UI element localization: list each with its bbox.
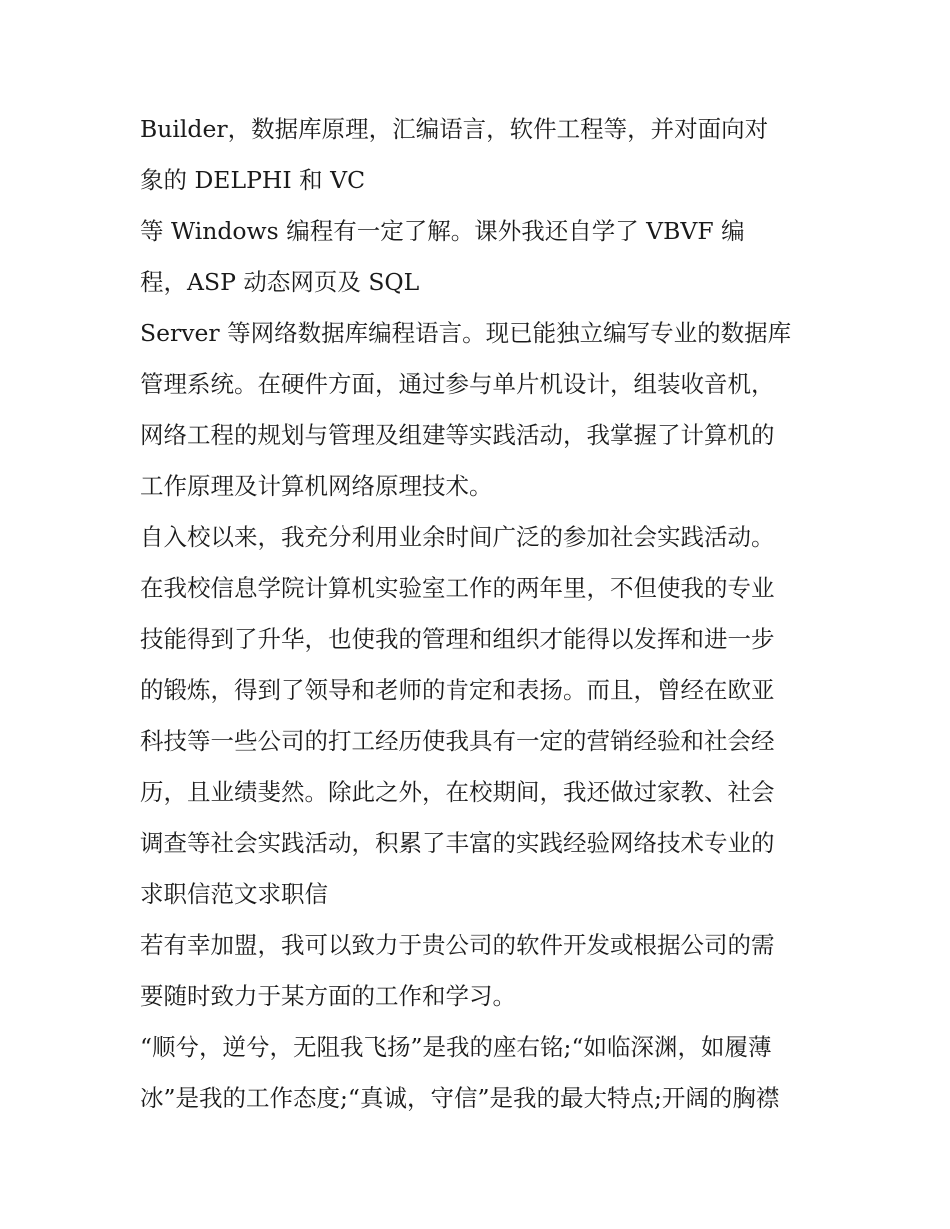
text-line-3: 等 Windows 编程有一定了解。课外我还自学了 VBVF 编 bbox=[140, 217, 745, 245]
text-line-15: 调查等社会实践活动，积累了丰富的实践经验网络技术专业的 bbox=[140, 829, 775, 857]
text-line-12: 的锻炼，得到了领导和老师的肯定和表扬。而且，曾经在欧亚 bbox=[140, 676, 775, 704]
text-line-19: “顺兮，逆兮，无阻我飞扬”是我的座右铭;“如临深渊，如履薄 bbox=[140, 1033, 772, 1061]
text-line-7: 网络工程的规划与管理及组建等实践活动，我掌握了计算机的 bbox=[140, 421, 775, 449]
text-line-11: 技能得到了升华，也使我的管理和组织才能得以发挥和进一步 bbox=[140, 625, 775, 653]
text-line-13: 科技等一些公司的打工经历使我具有一定的营销经验和社会经 bbox=[140, 727, 775, 755]
text-line-17: 若有幸加盟，我可以致力于贵公司的软件开发或根据公司的需 bbox=[140, 931, 775, 959]
text-line-18: 要随时致力于某方面的工作和学习。 bbox=[140, 982, 516, 1010]
text-line-6: 管理系统。在硬件方面，通过参与单片机设计，组装收音机， bbox=[140, 370, 775, 398]
text-line-9: 自入校以来，我充分利用业余时间广泛的参加社会实践活动。 bbox=[140, 523, 775, 551]
text-line-14: 历，且业绩斐然。除此之外，在校期间，我还做过家教、社会 bbox=[140, 778, 775, 806]
body-text bbox=[140, 104, 820, 1124]
text-line-8: 工作原理及计算机网络原理技术。 bbox=[140, 472, 493, 500]
text-line-1: Builder，数据库原理，汇编语言，软件工程等，并对面向对 bbox=[140, 115, 769, 143]
text-line-5: Server 等网络数据库编程语言。现已能独立编写专业的数据库 bbox=[140, 319, 792, 347]
text-line-4: 程，ASP 动态网页及 SQL bbox=[140, 268, 420, 296]
text-line-10: 在我校信息学院计算机实验室工作的两年里，不但使我的专业 bbox=[140, 574, 775, 602]
text-line-20: 冰”是我的工作态度;“真诚，守信”是我的最大特点;开阔的胸襟 bbox=[140, 1084, 780, 1112]
text-line-2: 象的 DELPHI 和 VC bbox=[140, 166, 366, 194]
text-line-16: 求职信范文求职信 bbox=[140, 880, 328, 908]
